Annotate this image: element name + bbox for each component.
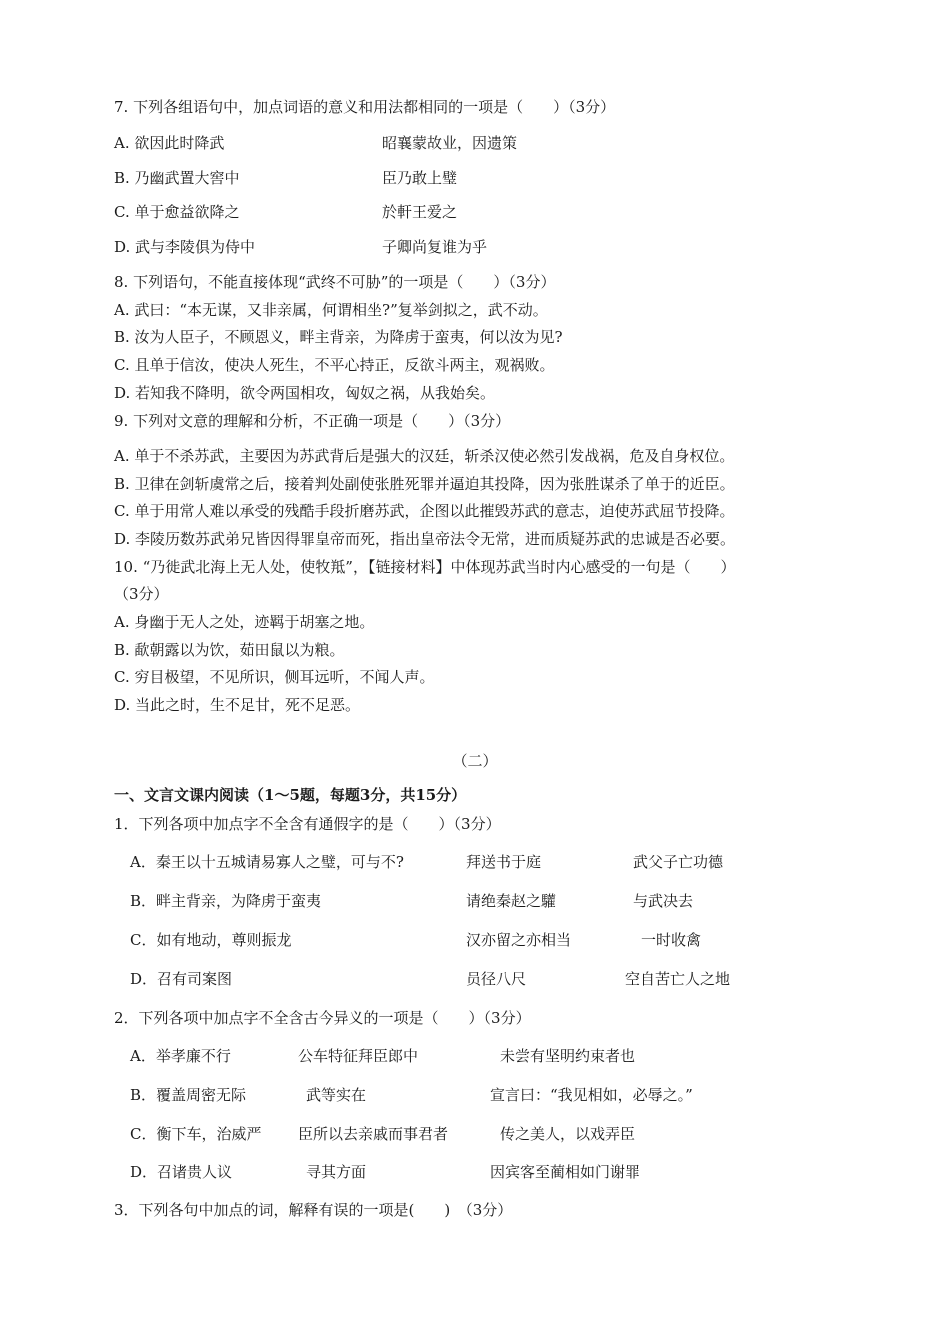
q7-option-b-pair: 臣乃敢上璧	[382, 169, 458, 187]
q8-stem: 8. 下列语句，不能直接体现“武终不可胁”的一项是（ ）（3分）	[114, 273, 556, 291]
q8-option-d: D. 若知我不降明，欲令两国相攻，匈奴之祸，从我始矣。	[114, 384, 496, 402]
q2-stem: 2．下列各项中加点字不全含古今异义的一项是（ ）（3分）	[114, 1009, 531, 1027]
section-title: 一、文言文课内阅读（1～5题，每题3分，共15分）	[114, 786, 467, 804]
q2-row-b-col2: 武等实在	[306, 1086, 367, 1104]
q7-option-d-pair: 子卿尚复谁为乎	[382, 238, 488, 256]
q8-option-a: A. 武曰：“本无谋，又非亲属，何谓相坐?”复举剑拟之，武不动。	[114, 301, 548, 319]
q10-option-c: C. 穷目极望，不见所识，侧耳远听，不闻人声。	[114, 668, 435, 686]
q8-option-b: B. 汝为人臣子，不顾恩义，畔主背亲，为降虏于蛮夷，何以汝为见?	[114, 328, 563, 346]
q1-row-a-col2: 拜送书于庭	[466, 853, 542, 871]
q1-row-a-col3: 武父子亡功德	[633, 853, 724, 871]
q2-row-a-col3: 未尝有坚明约束者也	[500, 1047, 636, 1065]
q10-stem: 10. “乃徙武北海上无人处，使牧羝”，【链接材料】中体现苏武当时内心感受的一句是（ ）	[114, 558, 736, 576]
q8-option-c: C. 且单于信汝，使决人死生，不平心持正，反欲斗两主，观祸败。	[114, 356, 555, 374]
q1-row-b-col2: 请绝秦赵之驩	[466, 892, 557, 910]
q1-row-c-col2: 汉亦留之亦相当	[466, 931, 572, 949]
q1-row-d-col3: 空自苦亡人之地	[625, 970, 731, 988]
q7-option-b: B. 乃幽武置大窖中	[114, 169, 240, 187]
q10-option-a: A. 身幽于无人之处，迹羁于胡塞之地。	[114, 613, 375, 631]
q10-score: （3分）	[114, 585, 169, 603]
q2-row-c-col3: 传之美人，以戏弄臣	[500, 1125, 636, 1143]
q7-stem: 7. 下列各组语句中，加点词语的意义和用法都相同的一项是（ ）（3分）	[114, 98, 616, 116]
q1-row-c-col1: C．如有地动，尊则振龙	[130, 931, 292, 949]
q1-row-a-col1: A．秦王以十五城请易寡人之璧，可与不?	[130, 853, 404, 871]
q9-option-a: A. 单于不杀苏武，主要因为苏武背后是强大的汉廷，斩杀汉使必然引发战祸，危及自身权位。	[114, 447, 735, 465]
q7-option-a-pair: 昭襄蒙故业，因遗策	[382, 134, 518, 152]
part2-heading: （二）	[452, 752, 498, 770]
q2-row-d-col1: D．召诸贵人议	[130, 1163, 233, 1181]
q1-row-d-col2: 员径八尺	[466, 970, 527, 988]
q7-option-c: C. 单于愈益欲降之	[114, 203, 240, 221]
q2-row-d-col3: 因宾客至蔺相如门谢罪	[490, 1163, 641, 1181]
q2-row-b-col3: 宣言曰：“我见相如，必辱之。”	[490, 1086, 693, 1104]
q1-row-b-col3: 与武决去	[633, 892, 694, 910]
q2-row-a-col2: 公车特征拜臣郎中	[298, 1047, 419, 1065]
q1-stem: 1．下列各项中加点字不全含有通假字的是（ ）（3分）	[114, 815, 501, 833]
q7-option-d: D. 武与李陵俱为侍中	[114, 238, 256, 256]
q10-option-b: B. 歃朝露以为饮，茹田鼠以为粮。	[114, 641, 345, 659]
q9-option-c: C. 单于用常人难以承受的残酷手段折磨苏武，企图以此摧毁苏武的意志，迫使苏武屈节投降。	[114, 502, 735, 520]
q10-option-d: D. 当此之时，生不足甘，死不足恶。	[114, 696, 361, 714]
q9-option-b: B. 卫律在剑斩虞常之后，接着判处副使张胜死罪并逼迫其投降，因为张胜谋杀了单于的近臣。	[114, 475, 735, 493]
q3-stem: 3．下列各句中加点的词，解释有误的一项是( ) （3分）	[114, 1201, 513, 1219]
q1-row-b-col1: B．畔主背亲，为降虏于蛮夷	[130, 892, 322, 910]
q9-option-d: D. 李陵历数苏武弟兄皆因得罪皇帝而死，指出皇帝法令无常，进而质疑苏武的忠诚是否必要。	[114, 530, 736, 548]
q1-row-d-col1: D．召有司案图	[130, 970, 233, 988]
q7-option-a: A. 欲因此时降武	[114, 134, 225, 152]
q1-row-c-col3: 一时收禽	[641, 931, 702, 949]
q2-row-d-col2: 寻其方面	[306, 1163, 367, 1181]
q2-row-b-col1: B．覆盖周密无际	[130, 1086, 247, 1104]
q2-row-c-col2: 臣所以去亲戚而事君者	[298, 1125, 449, 1143]
q7-option-c-pair: 於軒王爱之	[382, 203, 458, 221]
q9-stem: 9. 下列对文意的理解和分析，不正确一项是（ ）（3分）	[114, 412, 511, 430]
q2-row-c-col1: C．衡下车，治威严	[130, 1125, 262, 1143]
q2-row-a-col1: A．举孝廉不行	[130, 1047, 231, 1065]
